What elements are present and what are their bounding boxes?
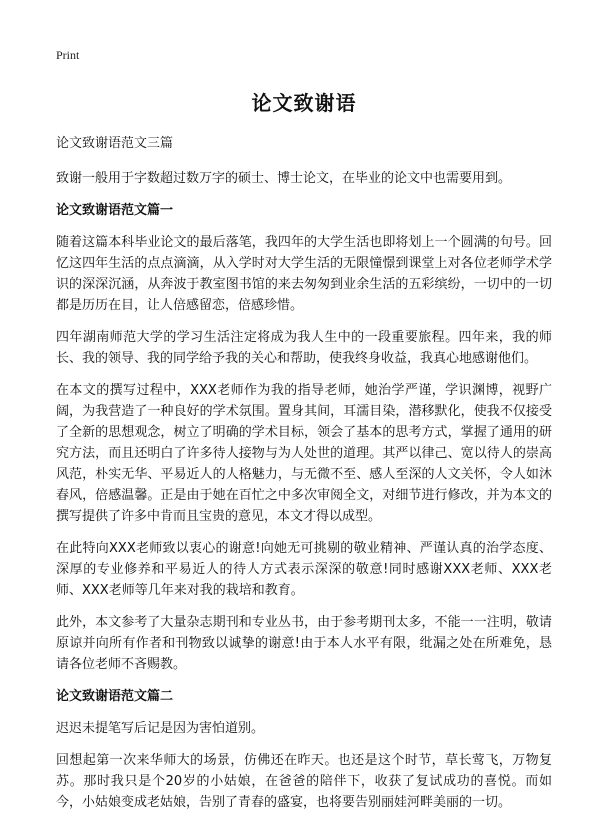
section-heading-1: 论文致谢语范文篇一 [56,203,174,218]
intro-paragraph: 致谢一般用于字数超过数万字的硕士、博士论文，在毕业的论文中也需要用到。 [56,171,512,186]
section-2-paragraph-1: 迟迟未提笔写后记是因为害怕道别。 [56,721,265,736]
section-1-paragraph-4: 在此特向XXX老师致以衷心的谢意!向她无可挑剔的敬业精神、严谨认真的治学态度、深厚的专业修养和平易近人的待人方式表示深深的敬意!同时感谢XXX老师、XXX老师、XXX老师等几年来对我的栽培和教育。 [56,541,552,598]
section-1-paragraph-3: 在本文的撰写过程中，XXX老师作为我的指导老师，她治学严谨，学识渊博，视野广阔，为我营造了一种良好的学术氛围。置身其间，耳濡目染，潜移默化，使我不仅接受了全新的思想观念，树立了明确的学术目标，领会了基本的思考方式，掌握了通用的研究方法，而且还明白了许多待人接物与为人处世的道理。其严以律己、宽以待人的崇高风范，朴实无华、平易近人的人格魅力，与无微不至、感人至深的人文关怀，令人如沐春风，倍感温馨。正是由于她在百忙之中多次审阅全文，对细节进行修改，并为本文的撰写提供了许多中肯而且宝贵的意见，本文才得以成型。 [56,383,552,524]
section-heading-2: 论文致谢语范文篇二 [56,689,174,704]
section-1-paragraph-5: 此外，本文参考了大量杂志期刊和专业丛书，由于参考期刊太多，不能一一注明，敬请原谅并向所有作者和刊物致以诚挚的谢意!由于本人水平有限，纰漏之处在所难免，恳请各位老师不吝赐教。 [56,615,552,672]
document-subtitle: 论文致谢语范文三篇 [56,136,174,151]
section-1-paragraph-2: 四年湖南师范大学的学习生活注定将成为我人生中的一段重要旅程。四年来，我的师长、我的领导、我的同学给予我的关心和帮助，使我终身收益，我真心地感谢他们。 [56,330,552,366]
section-2-paragraph-2: 回想起第一次来华师大的场景，仿佛还在昨天。也还是这个时节，草长莺飞，万物复苏。那时我只是个20岁的小姑娘，在爸爸的陪伴下，收获了复试成功的喜悦。而如今，小姑娘变成老姑娘，告别了青春的盛宴，也将要告别丽娃河畔美丽的一切。 [56,753,552,810]
section-1-paragraph-1: 随着这篇本科毕业论文的最后落笔，我四年的大学生活也即将划上一个圆满的句号。回忆这四年生活的点点滴滴，从入学时对大学生活的无限憧憬到课堂上对各位老师学术学识的深深沉涵，从奔波于教室图书馆的来去匆匆到业余生活的五彩缤纷，一切中的一切都是历历在目，让人倍感留恋，倍感珍惜。 [56,235,552,313]
print-link[interactable]: Print [56,48,80,62]
document-title: 论文致谢语 [251,91,357,115]
